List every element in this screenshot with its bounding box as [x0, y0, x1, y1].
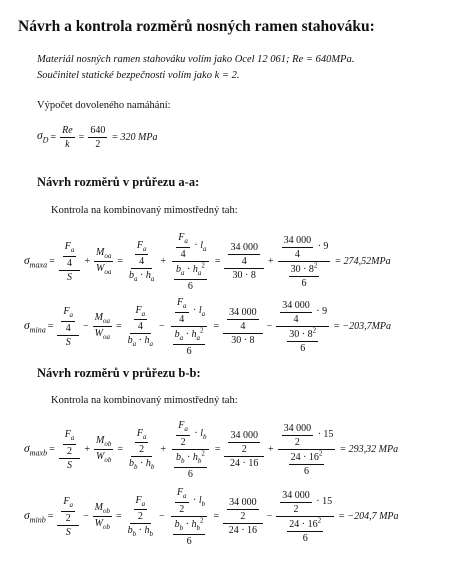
- fraction: $\frac{F_a}{4}$: [176, 297, 187, 325]
- numeric-bending: $\frac{34 000}{2}$ · 15 $\frac{24 \cdot 16^2}{6}$: [276, 490, 334, 544]
- fraction: $\frac{b_a \cdot h_a^2}{6}$: [175, 261, 205, 292]
- fraction: $\frac{b_b \cdot h_b^2}{6}$: [175, 449, 205, 480]
- fraction: $\frac{F_a}{4}$: [63, 306, 74, 334]
- section-b-heading: Návrh rozměrů v průřezu b-b:: [37, 366, 201, 380]
- force-over-area: $\frac{\frac{F_a}{2}}{S}$: [59, 429, 81, 471]
- fraction: $\frac{F_a}{2}$: [178, 420, 188, 448]
- sigma-symbol: $\sigma_{maxb}$: [24, 442, 48, 457]
- symbolic-bending: $\frac{F_a}{4}$ · $l_a$ $\frac{b_a \cdot h_a^2}{6}$: [170, 232, 211, 292]
- sigma-max-b-equation: $\sigma_{maxb}$ = $\frac{\frac{F_a}{2}}{S}$ + $\frac{M_{ob}}{W_{ob}}$ = $\frac{\frac{F_a}{2}}{b_b \cdot h_b}$ + $\frac{F_a}{2}$ · $l_b$ $\frac{b_b \cdot h_b^2}{6}$ = $\frac{\frac{34 000}{2}}{24 \cdot 16}$ + $\frac{34 000}{2}$ · 15 $\frac{24 \cdot 16^2}{6}$ = 293,32 MPa: [24, 420, 399, 480]
- moment-over-modulus: $\frac{M_{ob}}{W_{ob}}$: [96, 434, 112, 465]
- fraction: $\frac{30 \cdot 8^2}{6}$: [290, 261, 318, 290]
- fraction: $\frac{34 000}{4}$: [283, 234, 312, 260]
- fraction: $\frac{F_a}{4}$: [64, 241, 75, 269]
- fraction: $\frac{F_a}{4}$: [136, 239, 147, 268]
- force-over-area: $\frac{\frac{F_a}{4}}{S}$: [57, 306, 79, 348]
- fraction: $\frac{F_a}{4}$: [178, 232, 188, 260]
- numeric-tension: $\frac{\frac{34 000}{2}}{24 \cdot 16}$: [223, 497, 263, 536]
- fraction: $\frac{34 000}{2}$: [283, 422, 312, 448]
- fraction: $\frac{34 000}{4}$: [229, 307, 257, 333]
- fraction: $\frac{34 000}{2}$: [230, 430, 258, 456]
- fraction: $\frac{F_a}{4}$: [135, 304, 146, 333]
- fraction: $\frac{34 000}{2}$: [229, 497, 257, 523]
- fraction: $\frac{34 000}{4}$: [230, 242, 258, 268]
- numeric-bending: $\frac{34 000}{4}$ · 9 $\frac{30 \cdot 8^2}{6}$: [278, 235, 331, 289]
- fraction: $\frac{b_a \cdot h_a^2}{6}$: [174, 326, 204, 357]
- symbolic-bending: $\frac{F_a}{2}$ · $l_b$ $\frac{b_b \cdot h_b^2}{6}$: [169, 487, 210, 547]
- fraction: $\frac{b_b \cdot h_b^2}{6}$: [174, 516, 204, 547]
- intro-safety-factor: Součinitel statické bezpečnosti volím jako k = 2.: [37, 70, 240, 81]
- fraction: $\frac{34 000}{2}$: [282, 489, 310, 515]
- moment-over-modulus: $\frac{M_{ob}}{W_{ob}}$: [94, 501, 111, 532]
- fraction: $\frac{F_a}{2}$: [64, 429, 75, 457]
- fraction: $\frac{24 \cdot 16^2}{6}$: [289, 516, 322, 545]
- fraction: $\frac{F_a}{2}$: [136, 427, 147, 456]
- force-over-area: $\frac{\frac{F_a}{2}}{S}$: [57, 496, 79, 538]
- symbolic-bending: $\frac{F_a}{2}$ · $l_b$ $\frac{b_b \cdot h_b^2}{6}$: [170, 420, 211, 480]
- fraction: $\frac{30 \cdot 8^2}{6}$: [289, 326, 317, 355]
- section-a-heading: Návrh rozměrů v průřezu a-a:: [37, 175, 200, 189]
- sigma-symbol: $\sigma_D$: [37, 130, 49, 145]
- fraction: $\frac{34 000}{4}$: [282, 299, 310, 325]
- sigma-min-a-equation: $\sigma_{mina}$ = $\frac{\frac{F_a}{4}}{S}$ − $\frac{M_{oa}}{W_{oa}}$ = $\frac{\frac{F_a}{4}}{b_a \cdot h_a}$ − $\frac{F_a}{4}$ · $l_a$ $\frac{b_a \cdot h_a^2}{6}$ = $\frac{\frac{34 000}{4}}{30 \cdot 8}$ − $\frac{34 000}{4}$ · 9 $\frac{30 \cdot 8^2}{6}$ = −203,7MPa: [24, 297, 392, 357]
- section-a-subheading: Kontrola na kombinovaný mimostředný tah:: [51, 205, 238, 216]
- symbolic-bending: $\frac{F_a}{4}$ · $l_a$ $\frac{b_a \cdot h_a^2}{6}$: [169, 297, 210, 357]
- numeric-tension: $\frac{\frac{34 000}{4}}{30 \cdot 8}$: [223, 307, 263, 346]
- numeric-bending: $\frac{34 000}{4}$ · 9 $\frac{30 \cdot 8^2}{6}$: [276, 300, 329, 354]
- sigma-max-a-equation: $\sigma_{maxa}$ = $\frac{\frac{F_a}{4}}{S}$ + $\frac{M_{oa}}{W_{oa}}$ = $\frac{\frac{F_a}{4}}{b_a \cdot h_a}$ + $\frac{F_a}{4}$ · $l_a$ $\frac{b_a \cdot h_a^2}{6}$ = $\frac{\frac{34 000}{4}}{30 \cdot 8}$ + $\frac{34 000}{4}$ · 9 $\frac{30 \cdot 8^2}{6}$ = 274,52MPa: [24, 232, 391, 292]
- sigma-symbol: $\sigma_{mina}$: [24, 319, 46, 334]
- sigma-symbol: $\sigma_{maxa}$: [24, 254, 48, 269]
- section-b-subheading: Kontrola na kombinovaný mimostředný tah:: [51, 395, 238, 406]
- symbolic-tension: $\frac{\frac{F_a}{2}}{b_b \cdot h_b}$: [127, 494, 153, 539]
- intro-material: Materiál nosných ramen stahováku volím jako Ocel 12 061; Re = 640MPa.: [37, 54, 355, 65]
- allowable-stress-equation: $\sigma_D$ = $\frac{Re}{k}$ = $\frac{640}{2}$ = 320 MPa: [37, 125, 158, 150]
- allowable-stress-label: Výpočet dovoleného namáhání:: [37, 100, 171, 111]
- numeric-bending: $\frac{34 000}{2}$ · 15 $\frac{24 \cdot 16^2}{6}$: [278, 423, 336, 477]
- sigma-symbol: $\sigma_{minb}$: [24, 509, 46, 524]
- allowable-stress-result: = 320 MPa: [111, 132, 158, 143]
- moment-over-modulus: $\frac{M_{oa}}{W_{oa}}$: [96, 246, 112, 277]
- force-over-area: $\frac{\frac{F_a}{4}}{S}$: [59, 241, 81, 283]
- fraction: $\frac{F_a}{2}$: [176, 487, 187, 515]
- numeric-fraction: $\frac{640}{2}$: [90, 125, 106, 150]
- symbolic-tension: $\frac{\frac{F_a}{4}}{b_a \cdot h_a}$: [127, 304, 153, 349]
- symbolic-tension: $\frac{\frac{F_a}{4}}{b_a \cdot h_a}$: [128, 239, 155, 284]
- numeric-tension: $\frac{\frac{34 000}{2}}{24 \cdot 16}$: [224, 430, 264, 469]
- numeric-tension: $\frac{\frac{34 000}{4}}{30 \cdot 8}$: [224, 242, 264, 281]
- fraction: $\frac{F_a}{2}$: [63, 496, 74, 524]
- fraction: $\frac{24 \cdot 16^2}{6}$: [290, 449, 323, 478]
- re-over-k: $\frac{Re}{k}$: [62, 125, 73, 150]
- symbolic-tension: $\frac{\frac{F_a}{2}}{b_b \cdot h_b}$: [128, 427, 155, 472]
- moment-over-modulus: $\frac{M_{oa}}{W_{oa}}$: [94, 311, 111, 342]
- page-title: Návrh a kontrola rozměrů nosných ramen stahováku:: [18, 18, 375, 35]
- fraction: $\frac{F_a}{2}$: [135, 494, 146, 523]
- sigma-min-b-equation: $\sigma_{minb}$ = $\frac{\frac{F_a}{2}}{S}$ − $\frac{M_{ob}}{W_{ob}}$ = $\frac{\frac{F_a}{2}}{b_b \cdot h_b}$ − $\frac{F_a}{2}$ · $l_b$ $\frac{b_b \cdot h_b^2}{6}$ = $\frac{\frac{34 000}{2}}{24 \cdot 16}$ − $\frac{34 000}{2}$ · 15 $\frac{24 \cdot 16^2}{6}$ = −204,7 MPa: [24, 487, 399, 547]
